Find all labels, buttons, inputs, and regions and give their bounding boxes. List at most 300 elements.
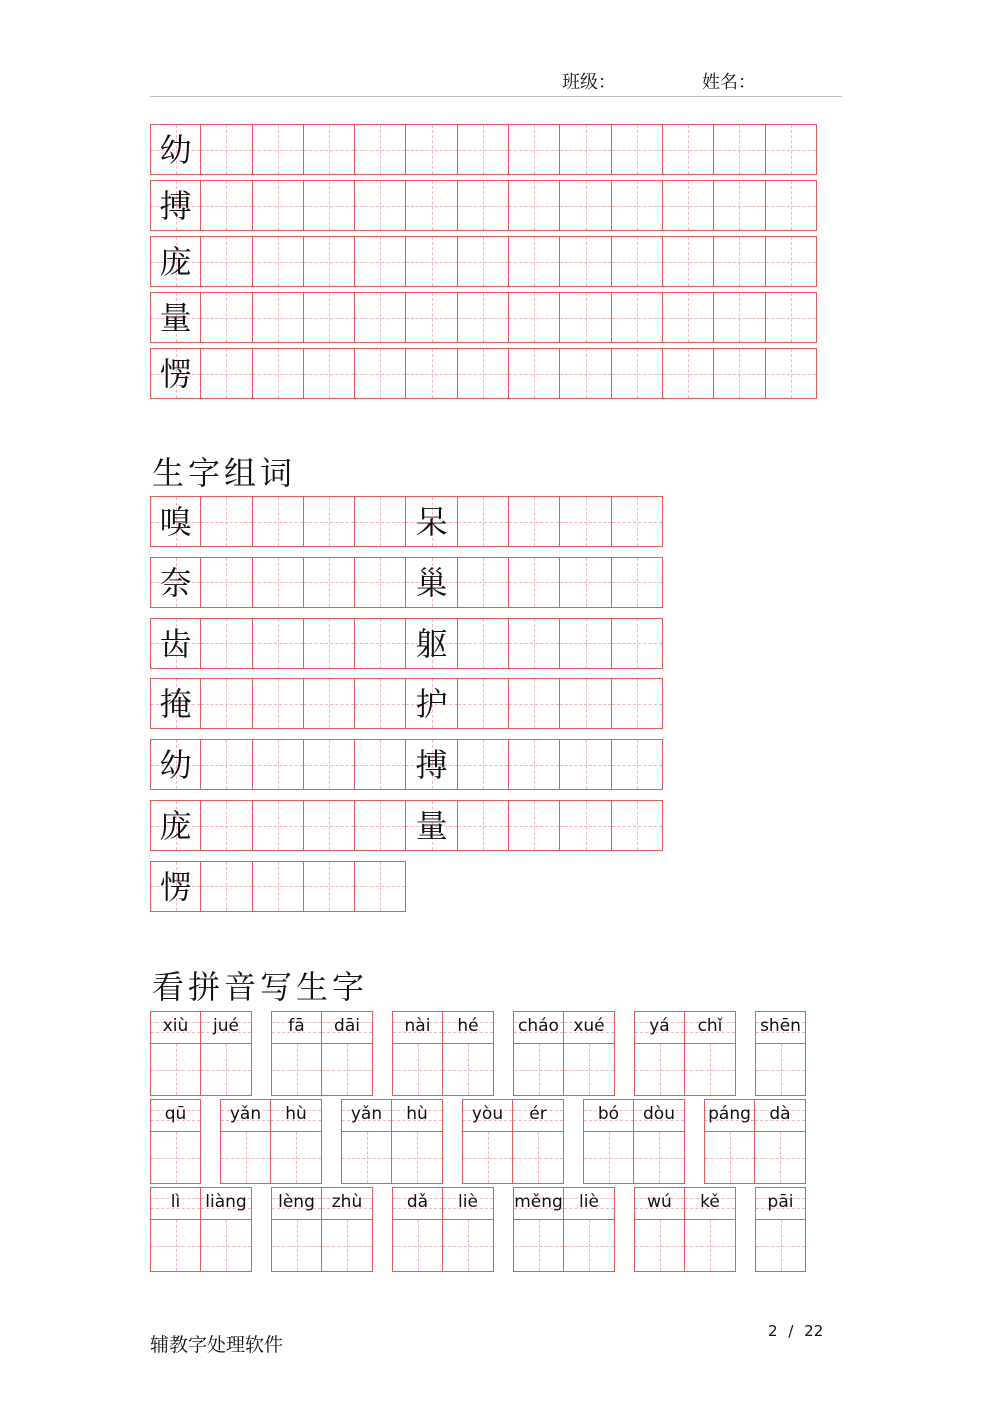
pinyin-syllable: měng xyxy=(514,1192,563,1212)
pinyin-label-area xyxy=(443,1012,493,1044)
blank-cell xyxy=(509,180,560,231)
blank-cell xyxy=(560,124,611,175)
blank-cell xyxy=(509,618,560,669)
blank-cell xyxy=(612,739,663,790)
blank-cell xyxy=(766,180,817,231)
blank-cell xyxy=(355,678,406,729)
character-cell xyxy=(150,236,201,287)
blank-cell xyxy=(304,739,355,790)
pinyin-cell xyxy=(634,1011,685,1096)
blank-cell xyxy=(355,348,406,399)
pinyin-group xyxy=(220,1099,322,1184)
writing-box xyxy=(513,1132,563,1183)
practice-row xyxy=(150,180,817,231)
blank-cell xyxy=(355,739,406,790)
blank-cell xyxy=(612,800,663,851)
blank-cell xyxy=(458,180,509,231)
pinyin-syllable: nài xyxy=(404,1016,431,1036)
blank-cell xyxy=(458,124,509,175)
pinyin-cell xyxy=(564,1011,615,1096)
pinyin-label-area xyxy=(463,1100,512,1132)
pinyin-cell xyxy=(462,1099,513,1184)
pinyin-cell xyxy=(685,1011,736,1096)
blank-cell xyxy=(766,236,817,287)
pinyin-cell xyxy=(443,1011,494,1096)
blank-cell xyxy=(406,124,457,175)
blank-cell xyxy=(253,124,304,175)
pinyin-syllable: bó xyxy=(597,1104,620,1124)
pinyin-group xyxy=(150,1187,252,1272)
pinyin-cell xyxy=(150,1011,201,1096)
blank-cell xyxy=(766,124,817,175)
character-cell xyxy=(406,739,457,790)
pinyin-cell xyxy=(564,1187,615,1272)
writing-box xyxy=(271,1132,321,1183)
pinyin-syllable: pāi xyxy=(767,1192,794,1212)
blank-cell xyxy=(458,800,509,851)
character-cell xyxy=(150,557,201,608)
blank-cell xyxy=(304,678,355,729)
blank-cell xyxy=(355,236,406,287)
pinyin-syllable: ér xyxy=(529,1104,547,1124)
writing-box xyxy=(342,1132,391,1183)
blank-cell xyxy=(560,618,611,669)
blank-cell xyxy=(663,124,714,175)
blank-cell xyxy=(509,678,560,729)
name-label: 姓名： xyxy=(702,72,756,93)
character-cell xyxy=(406,678,457,729)
blank-cell xyxy=(201,861,252,912)
character: 愣 xyxy=(159,867,192,906)
writing-box xyxy=(322,1044,372,1095)
character: 量 xyxy=(159,299,192,337)
character: 呆 xyxy=(415,503,448,541)
blank-cell xyxy=(612,124,663,175)
pinyin-group xyxy=(392,1011,494,1096)
blank-cell xyxy=(458,678,509,729)
pinyin-label-area xyxy=(322,1012,372,1044)
pinyin-cell xyxy=(271,1011,322,1096)
practice-row xyxy=(150,236,817,287)
pinyin-cell xyxy=(755,1011,806,1096)
pinyin-group xyxy=(755,1011,806,1096)
pinyin-cell xyxy=(583,1099,634,1184)
writing-box xyxy=(151,1044,200,1095)
blank-cell xyxy=(253,292,304,343)
pinyin-syllable: xué xyxy=(573,1016,605,1036)
blank-cell xyxy=(663,236,714,287)
character: 搏 xyxy=(159,187,192,225)
writing-box xyxy=(322,1220,372,1271)
writing-box xyxy=(221,1132,270,1183)
writing-box xyxy=(393,1220,442,1271)
pinyin-label-area xyxy=(201,1188,251,1220)
blank-cell xyxy=(201,124,252,175)
character-cell xyxy=(150,124,201,175)
writing-box xyxy=(514,1044,563,1095)
pinyin-group xyxy=(755,1187,806,1272)
pinyin-group xyxy=(704,1099,806,1184)
pinyin-label-area xyxy=(272,1188,321,1220)
blank-cell xyxy=(355,861,406,912)
pinyin-syllable: yá xyxy=(649,1016,670,1036)
pinyin-cell xyxy=(513,1099,564,1184)
blank-cell xyxy=(509,124,560,175)
blank-cell xyxy=(201,496,252,547)
pinyin-label-area xyxy=(635,1012,684,1044)
character: 量 xyxy=(415,807,448,845)
pinyin-cell xyxy=(150,1187,201,1272)
word-row xyxy=(150,496,663,547)
blank-cell xyxy=(766,348,817,399)
blank-cell xyxy=(253,861,304,912)
pinyin-syllable: liàng xyxy=(205,1192,247,1212)
writing-box xyxy=(564,1044,614,1095)
pinyin-cell xyxy=(513,1011,564,1096)
pinyin-label-area xyxy=(322,1188,372,1220)
character: 幼 xyxy=(159,131,192,169)
pinyin-label-area xyxy=(342,1100,391,1132)
blank-cell xyxy=(560,292,611,343)
pinyin-cell xyxy=(704,1099,755,1184)
character: 庞 xyxy=(159,243,192,281)
pinyin-syllable: jué xyxy=(213,1016,239,1036)
pinyin-label-area xyxy=(151,1100,200,1132)
pinyin-label-area xyxy=(513,1100,563,1132)
pinyin-group xyxy=(462,1099,564,1184)
blank-cell xyxy=(458,292,509,343)
pinyin-syllable: liè xyxy=(458,1192,478,1212)
section-title-words: 生字组词 xyxy=(152,454,297,492)
word-row xyxy=(150,861,406,912)
blank-cell xyxy=(458,557,509,608)
blank-cell xyxy=(406,236,457,287)
footer-page-number xyxy=(768,1322,823,1340)
writing-box xyxy=(756,1220,805,1271)
character-cell xyxy=(150,292,201,343)
pinyin-label-area xyxy=(514,1012,563,1044)
pinyin-label-area xyxy=(393,1188,442,1220)
word-row xyxy=(150,739,663,790)
writing-box xyxy=(443,1220,493,1271)
blank-cell xyxy=(612,348,663,399)
pinyin-cell xyxy=(322,1011,373,1096)
blank-cell xyxy=(612,496,663,547)
pinyin-syllable: lì xyxy=(170,1192,181,1212)
pinyin-cell xyxy=(392,1187,443,1272)
blank-cell xyxy=(304,496,355,547)
writing-box xyxy=(151,1220,200,1271)
blank-cell xyxy=(201,236,252,287)
pinyin-syllable: zhù xyxy=(331,1192,363,1212)
blank-cell xyxy=(560,496,611,547)
blank-cell xyxy=(714,348,765,399)
blank-cell xyxy=(304,861,355,912)
pinyin-label-area xyxy=(272,1012,321,1044)
blank-cell xyxy=(355,124,406,175)
pinyin-cell xyxy=(271,1187,322,1272)
character-cell xyxy=(406,496,457,547)
pinyin-syllable: liè xyxy=(579,1192,599,1212)
blank-cell xyxy=(560,348,611,399)
word-row xyxy=(150,678,663,729)
blank-cell xyxy=(201,678,252,729)
blank-cell xyxy=(201,618,252,669)
blank-cell xyxy=(253,739,304,790)
blank-cell xyxy=(663,348,714,399)
pinyin-syllable: páng xyxy=(708,1104,751,1124)
pinyin-label-area xyxy=(685,1012,735,1044)
writing-box xyxy=(685,1220,735,1271)
blank-cell xyxy=(304,236,355,287)
blank-cell xyxy=(355,292,406,343)
pinyin-syllable: hù xyxy=(285,1104,307,1124)
writing-box xyxy=(151,1132,200,1183)
pinyin-group xyxy=(271,1011,373,1096)
blank-cell xyxy=(355,180,406,231)
character-cell xyxy=(406,800,457,851)
pinyin-label-area xyxy=(756,1188,805,1220)
pinyin-syllable: kě xyxy=(700,1192,720,1212)
writing-box xyxy=(443,1044,493,1095)
pinyin-cell xyxy=(685,1187,736,1272)
pinyin-label-area xyxy=(564,1012,614,1044)
pinyin-syllable: yǎn xyxy=(350,1104,383,1124)
blank-cell xyxy=(201,557,252,608)
writing-box xyxy=(756,1044,805,1095)
pinyin-cell xyxy=(634,1099,685,1184)
pinyin-label-area xyxy=(392,1100,442,1132)
blank-cell xyxy=(714,124,765,175)
blank-cell xyxy=(304,557,355,608)
pinyin-cell xyxy=(443,1187,494,1272)
pinyin-syllable: chǐ xyxy=(697,1016,723,1036)
writing-box xyxy=(564,1220,614,1271)
writing-box xyxy=(514,1220,563,1271)
blank-cell xyxy=(612,292,663,343)
blank-cell xyxy=(355,496,406,547)
character-cell xyxy=(406,618,457,669)
blank-cell xyxy=(304,800,355,851)
blank-cell xyxy=(509,236,560,287)
blank-cell xyxy=(714,180,765,231)
character-cell xyxy=(150,496,201,547)
writing-box xyxy=(201,1220,251,1271)
character: 嗅 xyxy=(159,503,192,541)
pinyin-group xyxy=(583,1099,685,1184)
character: 躯 xyxy=(415,624,448,663)
character-cell xyxy=(406,557,457,608)
character: 庞 xyxy=(159,807,192,845)
character: 护 xyxy=(415,685,448,724)
pinyin-label-area xyxy=(685,1188,735,1220)
blank-cell xyxy=(612,678,663,729)
blank-cell xyxy=(560,678,611,729)
pinyin-syllable: fā xyxy=(288,1016,305,1036)
blank-cell xyxy=(253,800,304,851)
writing-box xyxy=(755,1132,805,1183)
writing-box xyxy=(635,1220,684,1271)
blank-cell xyxy=(201,180,252,231)
blank-cell xyxy=(304,348,355,399)
pinyin-cell xyxy=(392,1011,443,1096)
blank-cell xyxy=(201,292,252,343)
pinyin-syllable: wú xyxy=(647,1192,672,1212)
blank-cell xyxy=(509,557,560,608)
writing-box xyxy=(584,1132,633,1183)
blank-cell xyxy=(304,180,355,231)
pinyin-label-area xyxy=(271,1100,321,1132)
pinyin-cell xyxy=(392,1099,443,1184)
blank-cell xyxy=(253,496,304,547)
pinyin-group xyxy=(392,1187,494,1272)
blank-cell xyxy=(663,292,714,343)
pinyin-syllable: shēn xyxy=(760,1016,801,1036)
pinyin-syllable: dòu xyxy=(643,1104,675,1124)
blank-cell xyxy=(509,739,560,790)
blank-cell xyxy=(509,292,560,343)
blank-cell xyxy=(560,739,611,790)
pinyin-syllable: cháo xyxy=(518,1016,559,1036)
blank-cell xyxy=(406,292,457,343)
practice-row xyxy=(150,348,817,399)
pinyin-label-area xyxy=(443,1188,493,1220)
character-cell xyxy=(150,348,201,399)
character: 齿 xyxy=(159,624,192,663)
pinyin-syllable: qū xyxy=(164,1104,187,1124)
pinyin-syllable: dāi xyxy=(334,1016,360,1036)
word-row xyxy=(150,800,663,851)
pinyin-group xyxy=(634,1011,736,1096)
pinyin-cell xyxy=(201,1187,252,1272)
blank-cell xyxy=(253,557,304,608)
blank-cell xyxy=(201,348,252,399)
pinyin-syllable: yǎn xyxy=(229,1104,262,1124)
blank-cell xyxy=(458,618,509,669)
blank-cell xyxy=(355,800,406,851)
blank-cell xyxy=(304,618,355,669)
blank-cell xyxy=(560,800,611,851)
pinyin-cell xyxy=(755,1099,806,1184)
blank-cell xyxy=(304,124,355,175)
pinyin-group xyxy=(634,1187,736,1272)
blank-cell xyxy=(406,348,457,399)
writing-box xyxy=(272,1044,321,1095)
blank-cell xyxy=(714,236,765,287)
blank-cell xyxy=(253,236,304,287)
pinyin-label-area xyxy=(151,1012,200,1044)
pinyin-cell xyxy=(322,1187,373,1272)
pinyin-cell xyxy=(150,1099,201,1184)
pinyin-syllable: xiù xyxy=(162,1016,189,1036)
total-pages: 22 xyxy=(804,1322,824,1340)
character: 幼 xyxy=(159,746,192,785)
character-cell xyxy=(150,180,201,231)
blank-cell xyxy=(560,236,611,287)
character: 搏 xyxy=(415,746,448,785)
blank-cell xyxy=(663,180,714,231)
pinyin-cell xyxy=(341,1099,392,1184)
blank-cell xyxy=(612,618,663,669)
blank-cell xyxy=(509,496,560,547)
pinyin-label-area xyxy=(705,1100,754,1132)
pinyin-cell xyxy=(513,1187,564,1272)
blank-cell xyxy=(253,618,304,669)
pinyin-syllable: hù xyxy=(406,1104,428,1124)
pinyin-label-area xyxy=(755,1100,805,1132)
word-row xyxy=(150,557,663,608)
blank-cell xyxy=(560,557,611,608)
blank-cell xyxy=(458,496,509,547)
page-separator: / xyxy=(788,1322,794,1340)
character-cell xyxy=(150,678,201,729)
pinyin-group xyxy=(271,1187,373,1272)
writing-box xyxy=(201,1044,251,1095)
word-row xyxy=(150,618,663,669)
pinyin-label-area xyxy=(756,1012,805,1044)
blank-cell xyxy=(714,292,765,343)
writing-box xyxy=(634,1132,684,1183)
blank-cell xyxy=(612,236,663,287)
pinyin-group xyxy=(150,1011,252,1096)
blank-cell xyxy=(406,180,457,231)
pinyin-label-area xyxy=(564,1188,614,1220)
blank-cell xyxy=(304,292,355,343)
page-header xyxy=(150,64,842,97)
writing-box xyxy=(705,1132,754,1183)
pinyin-label-area xyxy=(634,1100,684,1132)
pinyin-cell xyxy=(271,1099,322,1184)
character: 奈 xyxy=(159,563,192,602)
pinyin-syllable: lèng xyxy=(278,1192,315,1212)
section-title-pinyin: 看拼音写生字 xyxy=(152,968,369,1006)
character-cell xyxy=(150,618,201,669)
blank-cell xyxy=(509,800,560,851)
pinyin-label-area xyxy=(221,1100,270,1132)
writing-box xyxy=(635,1044,684,1095)
pinyin-cell xyxy=(755,1187,806,1272)
blank-cell xyxy=(509,348,560,399)
pinyin-cell xyxy=(220,1099,271,1184)
pinyin-label-area xyxy=(201,1012,251,1044)
writing-box xyxy=(392,1132,442,1183)
pinyin-label-area xyxy=(584,1100,633,1132)
pinyin-group xyxy=(341,1099,443,1184)
practice-row xyxy=(150,292,817,343)
pinyin-syllable: dà xyxy=(769,1104,791,1124)
pinyin-label-area xyxy=(514,1188,563,1220)
pinyin-syllable: yòu xyxy=(471,1104,504,1124)
blank-cell xyxy=(253,348,304,399)
blank-cell xyxy=(253,180,304,231)
pinyin-group xyxy=(513,1011,615,1096)
pinyin-label-area xyxy=(393,1012,442,1044)
writing-box xyxy=(272,1220,321,1271)
writing-box xyxy=(463,1132,512,1183)
character-cell xyxy=(150,800,201,851)
pinyin-group xyxy=(513,1187,615,1272)
blank-cell xyxy=(458,236,509,287)
current-page: 2 xyxy=(768,1322,778,1340)
blank-cell xyxy=(560,180,611,231)
blank-cell xyxy=(355,557,406,608)
blank-cell xyxy=(766,292,817,343)
pinyin-label-area xyxy=(151,1188,200,1220)
blank-cell xyxy=(458,348,509,399)
blank-cell xyxy=(458,739,509,790)
blank-cell xyxy=(612,557,663,608)
blank-cell xyxy=(355,618,406,669)
